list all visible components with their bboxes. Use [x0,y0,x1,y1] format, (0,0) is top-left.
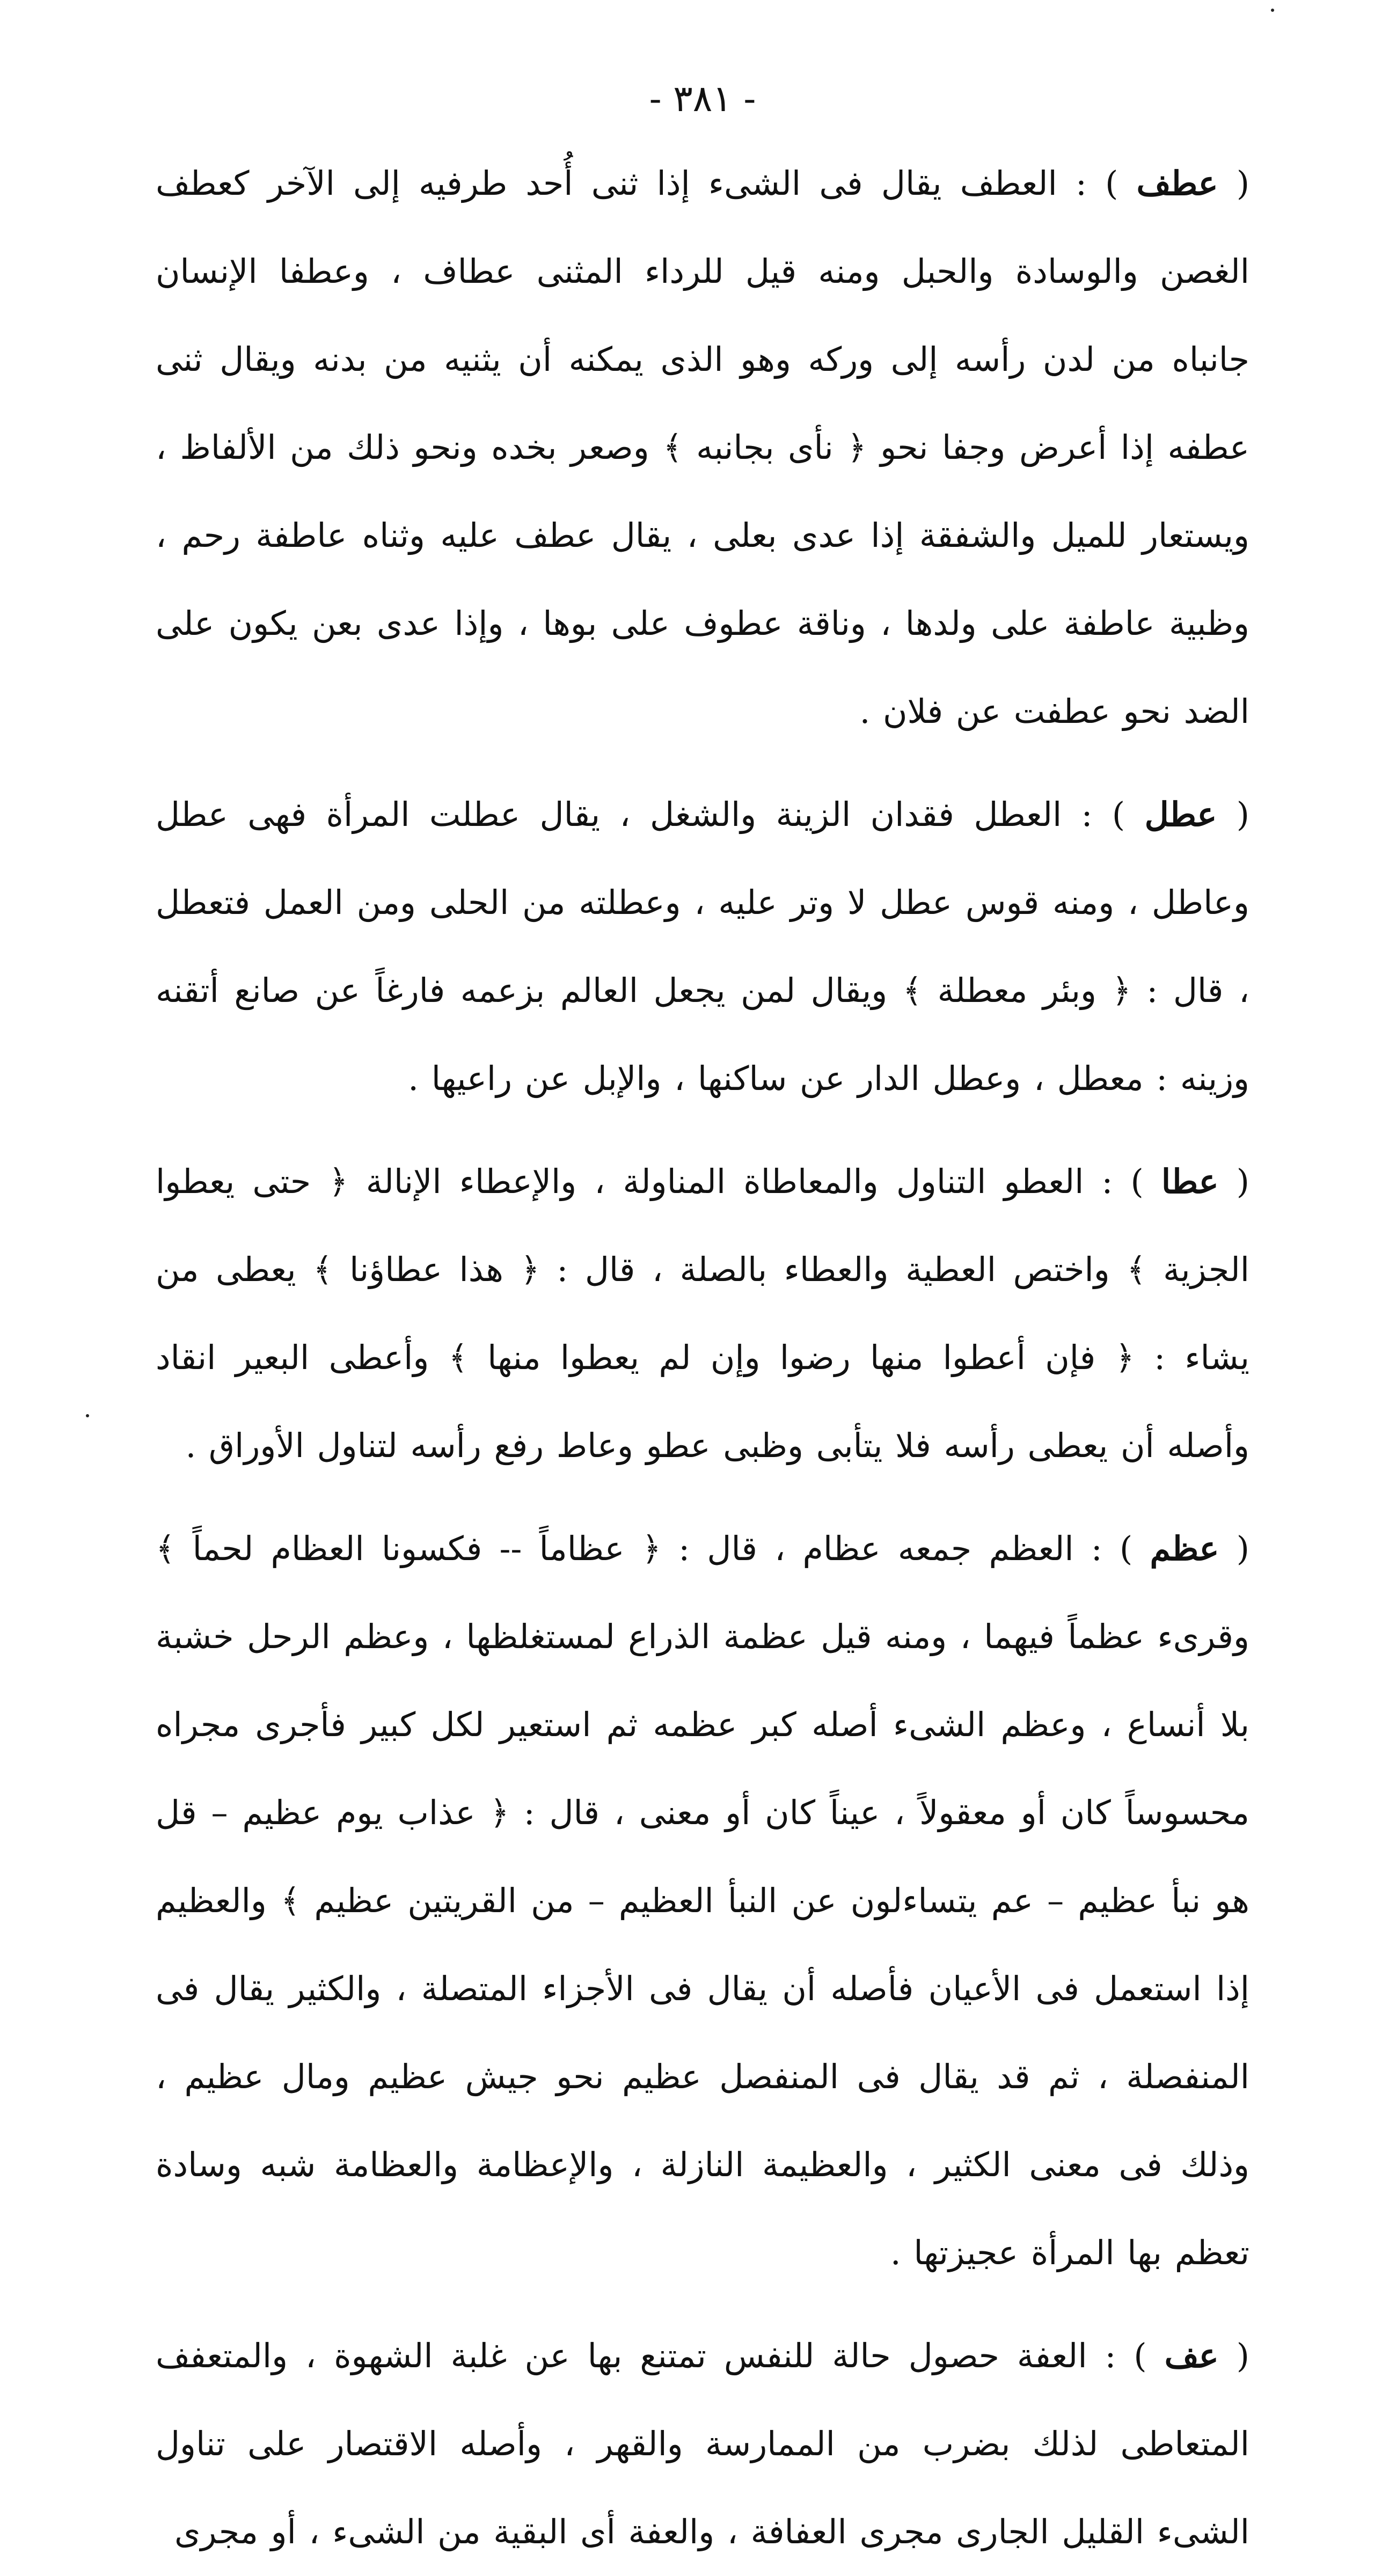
entry-azm: ( عظم ) : العظم جمعه عظام ، قال : ﴿ عظاماً -- فكسونا العظام لحماً ﴾ وقرىء عظماً فيهما ، ومنه قيل عظمة الذراع لمستغلظها ، وعظم الرحل خشبة بلا أنساع ، وعظم الشىء أصله كبر عظمه ثم استعير لكل كبير فأجرى مجراه محسوساً كان أو معقولاً ، عيناً كان أو معنى ، قال : ﴿ عذاب يوم عظيم – قل هو نبأ عظيم – عم يتساءلون عن النبأ العظيم – من القريتين عظيم ﴾ والعظيم إذا استعمل فى الأعيان فأصله أن يقال فى الأجزاء المتصلة ، والكثير يقال فى المنفصلة ، ثم قد يقال فى المنفصل عظيم نحو جيش عظيم ومال عظيم ، وذلك فى معنى الكثير ، والعظيمة النازلة ، والإعظامة والعظامة شبه وسادة تعظم بها المرأة عجيزتها . [156,1529,1249,2272]
entry-ata: ( عطا ) : العطو التناول والمعاطاة المناولة ، والإعطاء الإنالة ﴿ حتى يعطوا الجزية ﴾ واختص العطية والعطاء بالصلة ، قال : ﴿ هذا عطاؤنا ﴾ يعطى من يشاء : ﴿ فإن أعطوا منها رضوا وإن لم يعطوا منها ﴾ وأعطى البعير انقاد وأصله أن يعطى رأسه فلا يتأبى وظبى عطو وعاط رفع رأسه لتناول الأوراق . [156,1162,1249,1465]
scan-speck [1271,9,1274,12]
entry-text: العطف يقال فى الشىء إذا ثنى أُحد طرفيه إلى الآخر كعطف الغصن والوسادة والحبل ومنه قيل للرداء المثنى عطاف ، وعطفا الإنسان جانباه من لدن رأسه إلى وركه وهو الذى يمكنه أن يثنيه من بدنه ويقال ثنى عطفه إذا أعرض وجفا نحو ﴿ نأى بجانبه ﴾ وصعر بخده ونحو ذلك من الألفاظ ، ويستعار للميل والشفقة إذا عدى بعلى ، يقال عطف عليه وثناه عاطفة رحم ، وظبية عاطفة على ولدها ، وناقة عطوف على بوها ، وإذا عدى بعن يكون على الضد نحو عطفت عن فلان . [156,164,1249,731]
entry-text: العظم جمعه عظام ، قال : ﴿ عظاماً -- فكسونا العظام لحماً ﴾ وقرىء عظماً فيهما ، ومنه قيل عظمة الذراع لمستغلظها ، وعظم الرحل خشبة بلا أنساع ، وعظم الشىء أصله كبر عظمه ثم استعير لكل كبير فأجرى مجراه محسوساً كان أو معقولاً ، عيناً كان أو معنى ، قال : ﴿ عذاب يوم عظيم – قل هو نبأ عظيم – عم يتساءلون عن النبأ العظيم – من القريتين عظيم ﴾ والعظيم إذا استعمل فى الأعيان فأصله أن يقال فى الأجزاء المتصلة ، والكثير يقال فى المنفصلة ، ثم قد يقال فى المنفصل عظيم نحو جيش عظيم ومال عظيم ، وذلك فى معنى الكثير ، والعظيمة النازلة ، والإعظامة والعظامة شبه وسادة تعظم بها المرأة عجيزتها . [156,1529,1249,2272]
page-number: - ٣٨١ - [649,78,756,120]
entry-headword: عطف [1136,164,1218,203]
entry-text: العفة حصول حالة للنفس تمتنع بها عن غلبة الشهوة ، والمتعفف المتعاطى لذلك بضرب من الممارسة والقهر ، وأصله الاقتصار على تناول الشىء القليل الجارى مجرى العفافة ، والعفة أى البقية من الشىء ، أو مجرى [156,2336,1249,2551]
entry-text: العطل فقدان الزينة والشغل ، يقال عطلت المرأة فهى عطل وعاطل ، ومنه قوس عطل لا وتر عليه ، وعطلته من الحلى ومن العمل فتعطل ، قال : ﴿ وبئر معطلة ﴾ ويقال لمن يجعل العالم بزعمه فارغاً عن صانع أتقنه وزينه : معطل ، وعطل الدار عن ساكنها ، والإبل عن راعيها . [156,795,1249,1098]
entry-atl: ( عطل ) : العطل فقدان الزينة والشغل ، يقال عطلت المرأة فهى عطل وعاطل ، ومنه قوس عطل لا وتر عليه ، وعطلته من الحلى ومن العمل فتعطل ، قال : ﴿ وبئر معطلة ﴾ ويقال لمن يجعل العالم بزعمه فارغاً عن صانع أتقنه وزينه : معطل ، وعطل الدار عن ساكنها ، والإبل عن راعيها . [156,795,1249,1098]
scan-speck [86,1414,89,1417]
entry-aff: ( عف ) : العفة حصول حالة للنفس تمتنع بها عن غلبة الشهوة ، والمتعفف المتعاطى لذلك بضرب من الممارسة والقهر ، وأصله الاقتصار على تناول الشىء القليل الجارى مجرى العفافة ، والعفة أى البقية من الشىء ، أو مجرى [156,2336,1249,2551]
entry-text: العطو التناول والمعاطاة المناولة ، والإعطاء الإنالة ﴿ حتى يعطوا الجزية ﴾ واختص العطية والعطاء بالصلة ، قال : ﴿ هذا عطاؤنا ﴾ يعطى من يشاء : ﴿ فإن أعطوا منها رضوا وإن لم يعطوا منها ﴾ وأعطى البعير انقاد وأصله أن يعطى رأسه فلا يتأبى وظبى عطو وعاط رفع رأسه لتناول الأوراق . [156,1162,1249,1465]
entry-headword: عطل [1144,795,1217,834]
entry-headword: عطا [1161,1162,1219,1201]
entry-headword: عظم [1150,1529,1219,1568]
entry-headword: عف [1164,2336,1219,2375]
entry-atf: ( عطف ) : العطف يقال فى الشىء إذا ثنى أُحد طرفيه إلى الآخر كعطف الغصن والوسادة والحبل ومنه قيل للرداء المثنى عطاف ، وعطفا الإنسان جانباه من لدن رأسه إلى وركه وهو الذى يمكنه أن يثنيه من بدنه ويقال ثنى عطفه إذا أعرض وجفا نحو ﴿ نأى بجانبه ﴾ وصعر بخده ونحو ذلك من الألفاظ ، ويستعار للميل والشفقة إذا عدى بعلى ، يقال عطف عليه وثناه عاطفة رحم ، وظبية عاطفة على ولدها ، وناقة عطوف على بوها ، وإذا عدى بعن يكون على الضد نحو عطفت عن فلان . [156,164,1250,731]
